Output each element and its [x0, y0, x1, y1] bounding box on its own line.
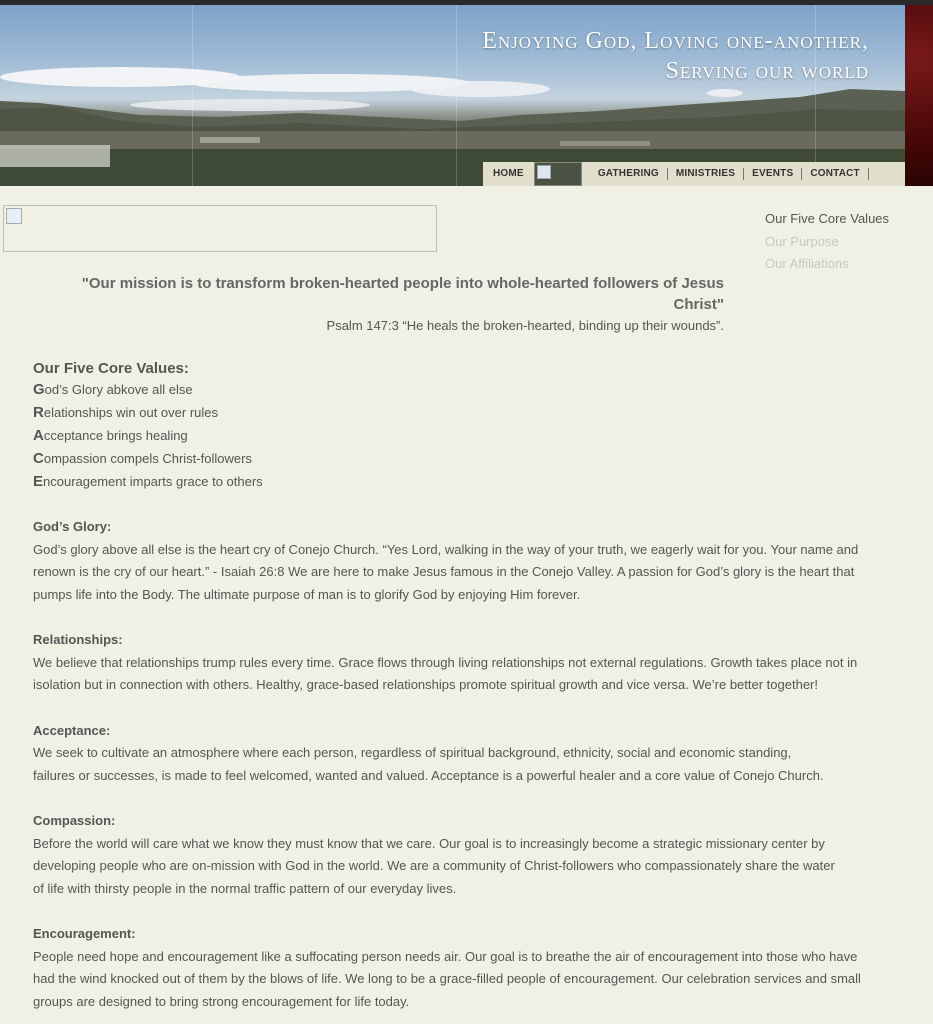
core-value-item: [33, 447, 883, 470]
section-body-compassion: [33, 833, 883, 901]
paragraph-line: pumps life into the Body. The ultimate purpose of man is to glorify God by enjoying Him forever.: [33, 586, 581, 602]
sidebar-item-affiliations[interactable]: Our Affiliations: [765, 256, 849, 271]
paragraph-line: groups are designed to bring strong encouragement for life today.: [33, 993, 410, 1009]
core-value-text: elationships win out over rules: [43, 405, 218, 420]
nav-ministries[interactable]: MINISTRIES: [668, 168, 744, 180]
section-body-encouragement: [33, 946, 883, 1014]
paragraph-line: had the wind knocked out of them by the blows of life. We long to be a grace-filled people of encouragement. Our celebration services and small: [33, 971, 861, 986]
section-title-gods-glory: God’s Glory:: [33, 519, 112, 534]
paragraph-line: Before the world will care what we know they must know that we care. Our goal is to increasingly become a strategic missionary center by: [33, 835, 825, 851]
core-value-initial: A: [33, 427, 44, 444]
paragraph-line: developing people who are on-mission with God in the world. We are a community of Christ-followers who compassionately share the water: [33, 858, 835, 873]
core-value-initial: E: [33, 473, 44, 490]
sidebar-nav: [765, 208, 889, 276]
header-banner: [0, 5, 905, 186]
section-title-relationships: Relationships:: [33, 632, 123, 647]
section-title-compassion: Compassion:: [33, 813, 116, 828]
core-value-initial: G: [33, 381, 45, 398]
decorative-side-strip: [905, 5, 933, 186]
core-value-item: [33, 470, 883, 493]
core-value-text: cceptance brings healing: [43, 428, 188, 443]
broken-image-placeholder: [3, 205, 437, 252]
psalm-verse: Psalm 147:3 “He heals the broken-hearted, binding up their wounds”.: [326, 318, 724, 333]
core-value-text: ncouragement imparts grace to others: [43, 474, 263, 489]
mission-statement: "Our mission is to transform broken-hearted people into whole-hearted followers of Jesus Christ": [81, 275, 724, 313]
nav-events[interactable]: EVENTS: [744, 168, 802, 180]
paragraph-line: isolation but in connection with others. Healthy, grace-based relationships promote spiritual growth and vice versa. We’re better together!: [33, 677, 818, 692]
sidebar-item-core-values[interactable]: Our Five Core Values: [765, 211, 890, 226]
tagline-line-2: Serving our world: [665, 58, 869, 84]
section-body-relationships: [33, 652, 883, 697]
core-value-text: ompassion compels Christ-followers: [43, 451, 252, 466]
broken-image-icon: [6, 208, 22, 224]
nav-broken-image-icon[interactable]: [534, 162, 582, 186]
paragraph-line: We seek to cultivate an atmosphere where each person, regardless of spiritual background, ethnicity, social and economic standing,: [33, 745, 792, 760]
paragraph-line: renown is the cry of our heart.” - Isaiah 26:8 We are here to make Jesus famous in the Conejo Valley. A passion for God’s glory is the heart that: [33, 564, 855, 579]
core-value-item: [33, 378, 883, 401]
section-body-acceptance: [33, 742, 883, 787]
core-value-item: [33, 401, 883, 424]
paragraph-line: of life with thirsty people in the normal traffic pattern of our everyday lives.: [33, 880, 457, 896]
section-body-gods-glory: [33, 539, 883, 607]
section-title-acceptance: Acceptance:: [33, 722, 111, 738]
nav-home[interactable]: HOME: [493, 168, 524, 179]
paragraph-line: God’s glory above all else is the heart cry of Conejo Church. “Yes Lord, walking in the way of your truth, we eagerly wait for you. Your name and: [33, 541, 859, 557]
core-values-title: Our Five Core Values:: [33, 360, 189, 377]
nav-gathering[interactable]: GATHERING: [590, 168, 668, 180]
paragraph-line: People need hope and encouragement like a suffocating person needs air. Our goal is to breathe the air of encouragement into those who have: [33, 948, 858, 964]
main-content: [33, 360, 883, 1013]
main-nav: [483, 162, 905, 186]
nav-contact[interactable]: CONTACT: [802, 168, 869, 180]
paragraph-line: failures or successes, is made to feel welcomed, wanted and valued. Acceptance is a powerful healer and a core value of Conejo Church.: [33, 767, 824, 783]
tagline-line-1: Enjoying God, Loving one-another,: [482, 28, 869, 54]
core-value-initial: R: [33, 404, 44, 421]
core-value-initial: C: [33, 450, 44, 467]
sidebar-item-purpose[interactable]: Our Purpose: [765, 233, 839, 249]
core-value-item: [33, 424, 883, 447]
paragraph-line: We believe that relationships trump rules every time. Grace flows through living relationships not external regulations. Growth takes place not in: [33, 654, 858, 670]
section-title-encouragement: Encouragement:: [33, 926, 136, 941]
core-value-text: od’s Glory abkove all else: [44, 382, 193, 397]
